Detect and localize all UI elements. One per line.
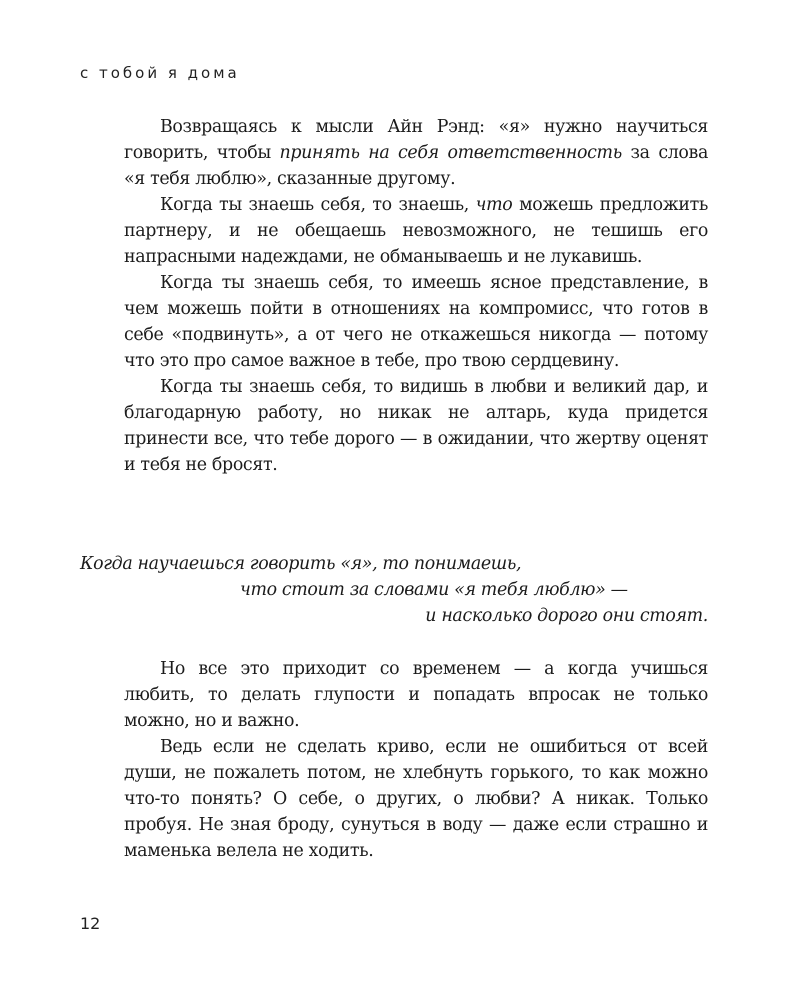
epigraph-line-1: Когда научаешься говорить «я», то понимаешь,	[80, 554, 522, 574]
paragraph-5: Но все это приходит со временем — а когда учишься любить, то делать глупости и попадать впросак не только можно, но и важно.	[124, 659, 708, 731]
paragraph-1-text-end: за слова «я тебя люблю», сказанные другому.	[124, 143, 708, 189]
closing-text-block	[124, 656, 708, 864]
paragraph-1	[124, 114, 708, 192]
epigraph-line-2: что стоит за словами «я тебя люблю» —	[240, 580, 628, 600]
paragraph-1-emphasis: принять на себя ответственность	[279, 143, 622, 163]
running-head: с тобой я дома	[80, 64, 240, 82]
epigraph-line-3: и насколько дорого они стоят.	[425, 606, 708, 626]
paragraph-2-emphasis: что	[475, 195, 513, 215]
paragraph-1-text: Возвращаясь к мысли Айн Рэнд: «я» нужно научиться говорить, чтобы	[124, 117, 708, 163]
paragraph-2-text-end: можешь предложить партнеру, и не обещаешь невозможного, не тешишь его напрасными надеждами, не обманываешь и не лукавишь.	[124, 195, 708, 267]
epigraph	[80, 551, 708, 629]
paragraph-4: Когда ты знаешь себя, то видишь в любви и великий дар, и благодарную работу, но никак не алтарь, куда придется принести все, что тебе дорого — в ожидании, что жертву оценят и тебя не бросят.	[124, 377, 708, 475]
main-text-block	[124, 114, 708, 478]
page-number: 12	[80, 914, 101, 933]
paragraph-3: Когда ты знаешь себя, то имеешь ясное представление, в чем можешь пойти в отношениях на компромисс, что готов в себе «подвинуть», а от чего не откажешься никогда — потому что это про самое важное в тебе, про твою сердцевину.	[124, 273, 708, 371]
paragraph-2	[124, 192, 708, 270]
paragraph-2-text: Когда ты знаешь себя, то знаешь,	[160, 195, 476, 215]
paragraph-6: Ведь если не сделать криво, если не ошибиться от всей души, не пожалеть потом, не хлебнуть горького, то как можно что-то понять? О себе, о других, о любви? А никак. Только пробуя. Не зная броду, сунуться в воду — даже если страшно и маменька велела не ходить.	[124, 737, 708, 861]
